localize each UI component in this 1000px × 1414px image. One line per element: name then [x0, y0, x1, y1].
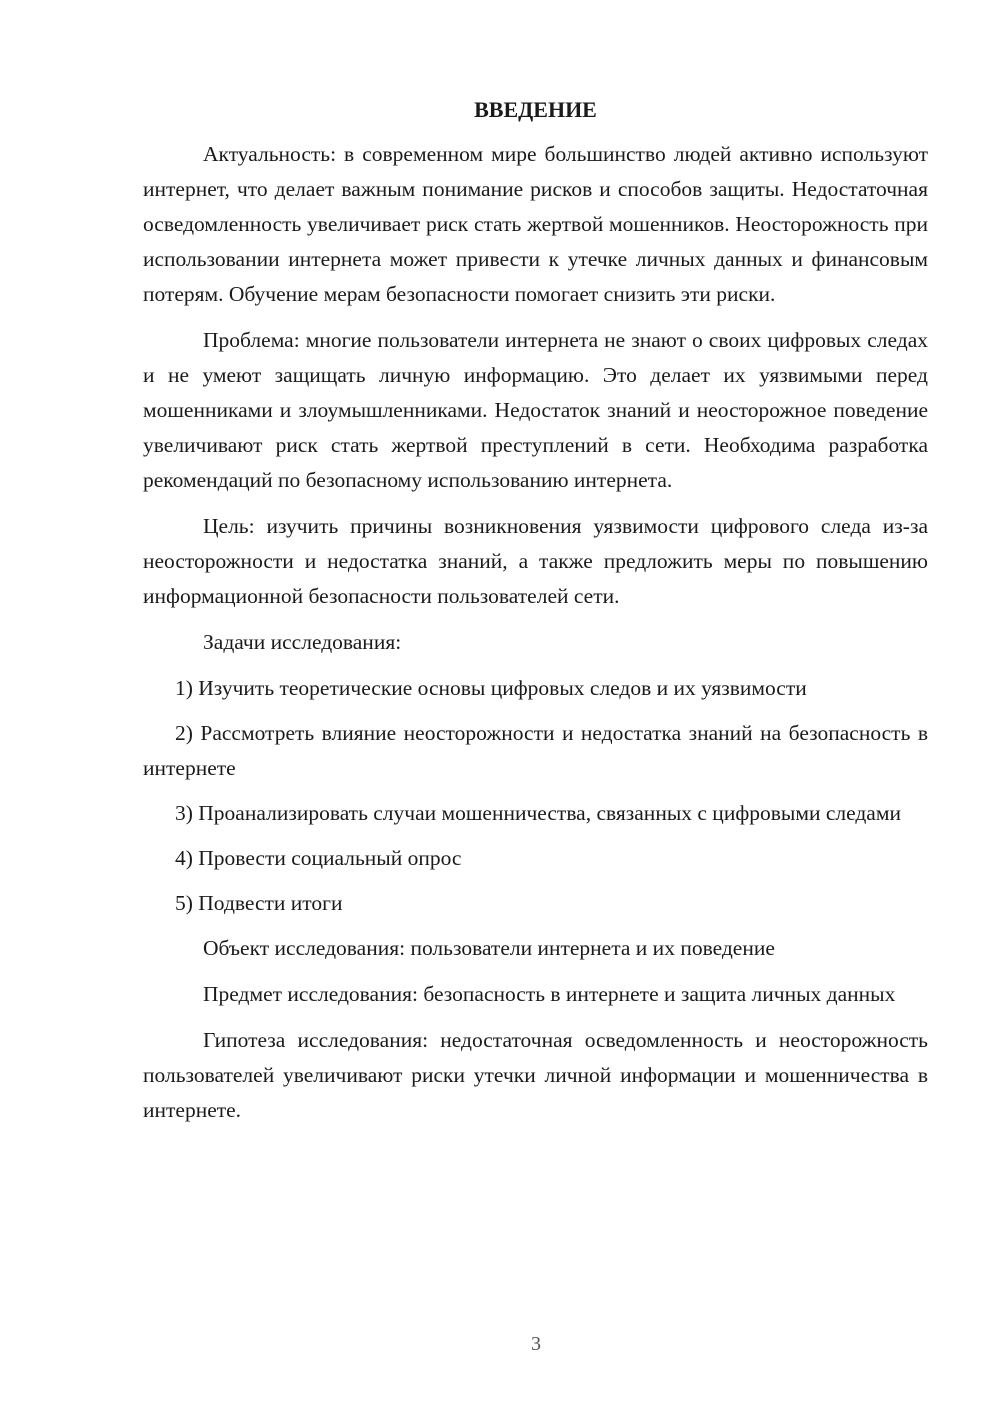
document-page — [143, 95, 928, 1139]
task-item-4: 4) Провести социальный опрос — [175, 846, 462, 870]
task-item-2: 2) Рассмотреть влияние неосторожности и недостатка знаний на безопасность в интернете — [143, 721, 928, 780]
task-item-3: 3) Проанализировать случаи мошенничества, связанных с цифровыми следами — [175, 801, 901, 825]
paragraph-tasks-heading: Задачи исследования: — [203, 630, 402, 654]
paragraph-hypothesis: Гипотеза исследования: недостаточная осведомленность и неосторожность пользователей увеличивают риски утечки личной информации и мошенничества в интернете. — [143, 1028, 928, 1122]
paragraph-goal: Цель: изучить причины возникновения уязвимости цифрового следа из-за неосторожности и недостатка знаний, а также предложить меры по повышению информационной безопасности пользователей сети. — [143, 514, 928, 608]
task-item-1: 1) Изучить теоретические основы цифровых следов и их уязвимости — [175, 676, 807, 700]
paragraph-subject: Предмет исследования: безопасность в интернете и защита личных данных — [203, 982, 896, 1006]
paragraph-relevance: Актуальность: в современном мире большинство людей активно используют интернет, что делает важным понимание рисков и способов защиты. Недостаточная осведомленность увеличивает риск стать жертвой мошенников. Неосторожность при использовании интернета может привести к утечке личных данных и финансовым потерям. Обучение мерам безопасности помогает снизить эти риски. — [143, 142, 928, 306]
paragraph-object: Объект исследования: пользователи интернета и их поведение — [203, 936, 775, 960]
paragraph-problem: Проблема: многие пользователи интернета не знают о своих цифровых следах и не умеют защищать личную информацию. Это делает их уязвимыми перед мошенниками и злоумышленниками. Недостаток знаний и неосторожное поведение увеличивают риск стать жертвой преступлений в сети. Необходима разработка рекомендаций по безопасному использованию интернета. — [143, 328, 928, 492]
page-number: 3 — [531, 1333, 541, 1355]
section-title: ВВЕДЕНИЕ — [474, 97, 597, 122]
task-item-5: 5) Подвести итоги — [175, 891, 343, 915]
